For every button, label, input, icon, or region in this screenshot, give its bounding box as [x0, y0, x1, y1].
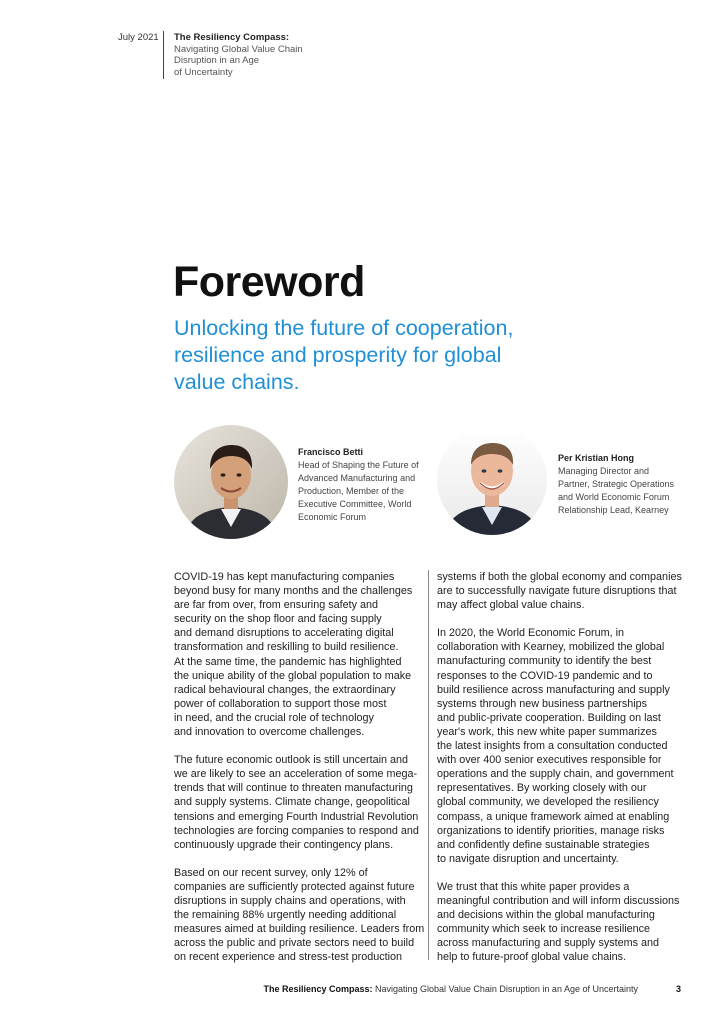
- paragraph-gap: [174, 852, 424, 866]
- author-francisco-betti: [298, 446, 419, 524]
- body-text-line: build resilience across manufacturing and supply: [437, 683, 670, 696]
- body-text-line: and supply systems. Climate change, geopolitical: [174, 796, 410, 809]
- body-text-line: and decisions within the global manufacturing: [437, 909, 655, 922]
- body-text-line: representatives. By working closely with our: [437, 782, 647, 795]
- body-text-line: we are likely to see an acceleration of some mega-: [174, 768, 418, 781]
- body-text-line: technologies are forcing companies to respond and: [174, 824, 419, 837]
- body-text-line: In 2020, the World Economic Forum, in: [437, 627, 625, 640]
- body-text-line: disruptions in supply chains and operations, with: [174, 894, 406, 907]
- subtitle-line: value chains.: [174, 370, 300, 394]
- body-text-line: systems if both the global economy and companies: [437, 571, 682, 583]
- paragraph-gap: [174, 739, 424, 753]
- author-role-line: Economic Forum: [298, 512, 367, 522]
- body-column-2: [437, 570, 682, 964]
- body-text-line: across manufacturing and supply systems and: [437, 937, 660, 950]
- paragraph-gap: [437, 866, 682, 880]
- body-text-line: across the public and private sectors need to build: [174, 937, 415, 950]
- body-text-line: tensions and emerging Fourth Industrial Revolution: [174, 810, 419, 823]
- page-number: 3: [676, 984, 682, 994]
- author-role-line: Managing Director and: [558, 466, 650, 476]
- author-role-line: Partner, Strategic Operations: [558, 479, 675, 489]
- portrait-per-kristian-hong-icon: [437, 425, 547, 535]
- author-role-line: Relationship Lead, Kearney: [558, 505, 669, 515]
- body-text-line: in need, and the crucial role of technology: [174, 711, 374, 724]
- body-text-line: radical behavioural changes, the extraordinary: [174, 683, 396, 696]
- body-text-line: the latest insights from a consultation conducted: [437, 740, 668, 753]
- body-text-line: security on the shop floor and facing supply: [174, 613, 382, 626]
- footer-title-rest: Navigating Global Value Chain Disruption in an Age of Uncertainty: [372, 984, 638, 994]
- body-text-line: beyond busy for many months and the challenges: [174, 585, 413, 598]
- body-text-line: help to future-proof global value chains.: [437, 951, 627, 964]
- body-text-line: continuously upgrade their contingency plans.: [174, 838, 394, 851]
- body-text-line: measures aimed at building resilience. Leaders from: [174, 923, 425, 936]
- body-text-line: and demand disruptions to accelerating digital: [174, 627, 394, 640]
- body-text-line: operations and the supply chain, and government: [437, 768, 674, 781]
- column-divider: [428, 570, 429, 960]
- header-subtitle-line: Disruption in an Age: [174, 55, 260, 67]
- body-text-line: transformation and reskilling to build resilience.: [174, 641, 399, 654]
- body-text-line: year's work, this new white paper summarizes: [437, 725, 657, 738]
- footer-running-title: [263, 984, 638, 994]
- body-text-line: are to successfully navigate future disruptions that: [437, 585, 677, 598]
- body-text-line: trends that will continue to threaten manufacturing: [174, 782, 413, 795]
- body-text-line: responses to the COVID-19 pandemic and to: [437, 669, 653, 682]
- header-report-title: [174, 32, 303, 78]
- author-role-line: and World Economic Forum: [558, 492, 670, 502]
- author-role-line: Head of Shaping the Future of: [298, 460, 419, 470]
- author-per-kristian-hong: [558, 452, 674, 517]
- body-text-line: are far from over, from ensuring safety and: [174, 599, 379, 612]
- body-text-line: community which seek to increase resilience: [437, 923, 651, 936]
- header-title: The Resiliency Compass:: [174, 32, 290, 43]
- author-role-line: Advanced Manufacturing and: [298, 473, 416, 483]
- body-text-line: the remaining 88% urgently needing additional: [174, 909, 397, 922]
- body-text-line: The future economic outlook is still uncertain and: [174, 754, 409, 767]
- body-text-line: We trust that this white paper provides a: [437, 880, 630, 893]
- subtitle-line: resilience and prosperity for global: [174, 343, 502, 367]
- body-text-line: with over 400 senior executives responsible for: [437, 754, 662, 767]
- body-text-line: and innovation to overcome challenges.: [174, 726, 365, 739]
- page-title: Foreword: [173, 258, 365, 306]
- portrait-francisco-betti-icon: [174, 425, 288, 539]
- body-text-line: may affect global value chains.: [437, 599, 585, 612]
- paragraph-gap: [437, 612, 682, 626]
- author-role-line: Production, Member of the: [298, 486, 405, 496]
- body-text-line: and confidently define sustainable strategies: [437, 838, 650, 851]
- body-text-line: and public-private cooperation. Building on last: [437, 711, 661, 724]
- body-text-line: global community, we developed the resiliency: [437, 796, 659, 809]
- body-text-line: At the same time, the pandemic has highlighted: [174, 655, 402, 668]
- author-name: Per Kristian Hong: [558, 453, 635, 463]
- body-text-line: COVID-19 has kept manufacturing companies: [174, 571, 395, 583]
- body-text-line: on recent experience and stress-test production: [174, 951, 403, 964]
- body-text-line: power of collaboration to support those most: [174, 697, 387, 710]
- body-text-line: collaboration with Kearney, mobilized the global: [437, 641, 665, 654]
- body-column-1: [174, 570, 424, 964]
- author-name: Francisco Betti: [298, 447, 364, 457]
- body-text-line: meaningful contribution and will inform discussions: [437, 894, 680, 907]
- header-subtitle-line: Navigating Global Value Chain: [174, 43, 303, 55]
- author-role-line: Executive Committee, World: [298, 499, 412, 509]
- body-text-line: to navigate disruption and uncertainty.: [437, 852, 619, 865]
- body-text-line: the unique ability of the global population to make: [174, 669, 412, 682]
- body-text-line: systems through new business partnerships: [437, 697, 648, 710]
- body-text-line: compass, a unique framework aimed at enabling: [437, 810, 670, 823]
- body-text-line: Based on our recent survey, only 12% of: [174, 866, 368, 879]
- body-text-line: manufacturing community to identify the best: [437, 655, 652, 668]
- footer-title-bold: The Resiliency Compass:: [263, 984, 373, 994]
- header-subtitle-line: of Uncertainty: [174, 66, 233, 78]
- header-date: July 2021: [118, 32, 159, 43]
- body-text-line: companies are sufficiently protected against future: [174, 880, 415, 893]
- page-subtitle: [174, 315, 594, 396]
- header-divider: [163, 31, 164, 79]
- body-text-line: organizations to identify priorities, manage risks: [437, 824, 665, 837]
- subtitle-line: Unlocking the future of cooperation,: [174, 316, 514, 340]
